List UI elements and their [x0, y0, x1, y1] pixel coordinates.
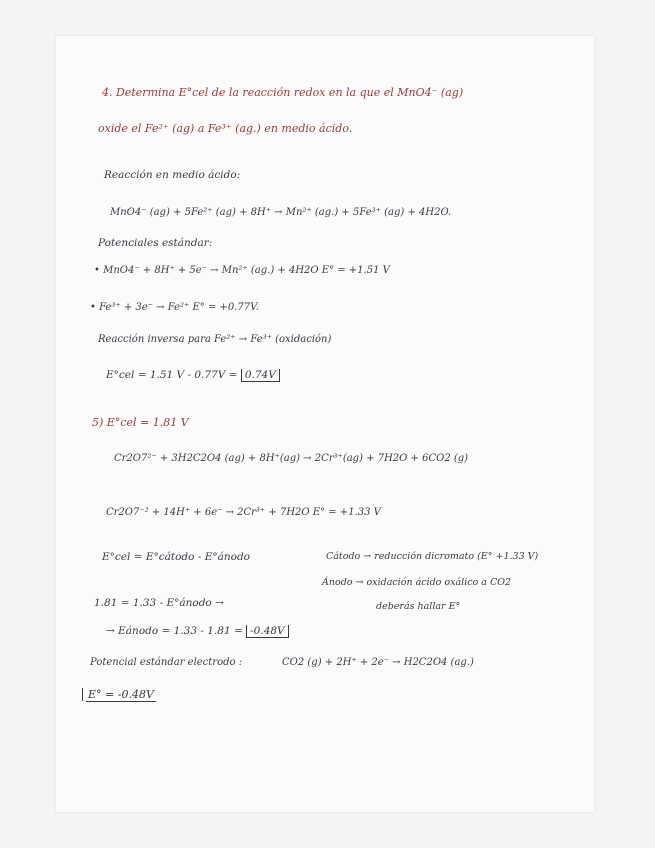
anodo-calculation — [106, 624, 289, 638]
potenciales-label: Potenciales estándar: — [98, 237, 213, 249]
problem4-statement-line1: 4. Determina E°cel de la reacción redox en la que el MnO4⁻ (ag) — [102, 86, 464, 99]
half-reaction-permanganate: • MnO4⁻ + 8H⁺ + 5e⁻ → Mn²⁺ (ag.) + 4H2O E° = +1.51 V — [94, 265, 390, 276]
anodo-boxed-result: -0.48V — [246, 625, 289, 638]
reaccion-inversa-note: Reacción inversa para Fe²⁺ → Fe³⁺ (oxidación) — [98, 334, 332, 345]
ecel-boxed-result: 0.74V — [241, 369, 280, 382]
dichromate-half-reaction: Cr2O7⁻² + 14H⁺ + 6e⁻ → 2Cr³⁺ + 7H2O E° = +1.33 V — [106, 507, 381, 518]
global-redox-reaction: MnO4⁻ (ag) + 5Fe²⁺ (ag) + 8H⁺ → Mn²⁺ (ag.) + 5Fe³⁺ (ag) + 4H2O. — [110, 207, 452, 218]
potencial-estandar-label: Potencial estándar electrodo : — [90, 657, 243, 668]
ecel-calculation — [106, 368, 280, 382]
ecel-expression: E°cel = 1.51 V - 0.77V = — [106, 369, 241, 381]
final-result — [82, 688, 156, 702]
catodo-note: Cátodo → reducción dicromato (E° +1.33 V) — [326, 551, 539, 562]
notebook-page — [56, 36, 594, 812]
medio-acido-label: Reacción en medio ácido: — [104, 169, 241, 181]
half-reaction-iron: • Fe³⁺ + 3e⁻ → Fe²⁺ E° = +0.77V. — [90, 302, 259, 313]
anodo-note-line1: Ánodo → oxidación ácido oxálico a CO2 — [322, 577, 512, 588]
ecel-formula: E°cel = E°cátodo - E°ánodo — [102, 551, 251, 563]
dichromate-reaction: Cr2O7²⁻ + 3H2C2O4 (ag) + 8H⁺(ag) → 2Cr³⁺(ag) + 7H2O + 6CO2 (g) — [114, 453, 469, 464]
anodo-note-line2: deberás hallar E° — [376, 601, 461, 612]
anodo-expression: → Eánodo = 1.33 - 1.81 = — [106, 625, 247, 637]
problem5-header: 5) E°cel = 1.81 V — [92, 416, 189, 429]
final-result-value: E° = -0.48V — [88, 688, 154, 701]
anodo-equation: 1.81 = 1.33 - E°ánodo → — [94, 597, 224, 609]
electrode-reaction: CO2 (g) + 2H⁺ + 2e⁻ → H2C2O4 (ag.) — [282, 657, 474, 668]
problem4-statement-line2: oxide el Fe²⁺ (ag) a Fe³⁺ (ag.) en medio ácido. — [98, 122, 353, 135]
